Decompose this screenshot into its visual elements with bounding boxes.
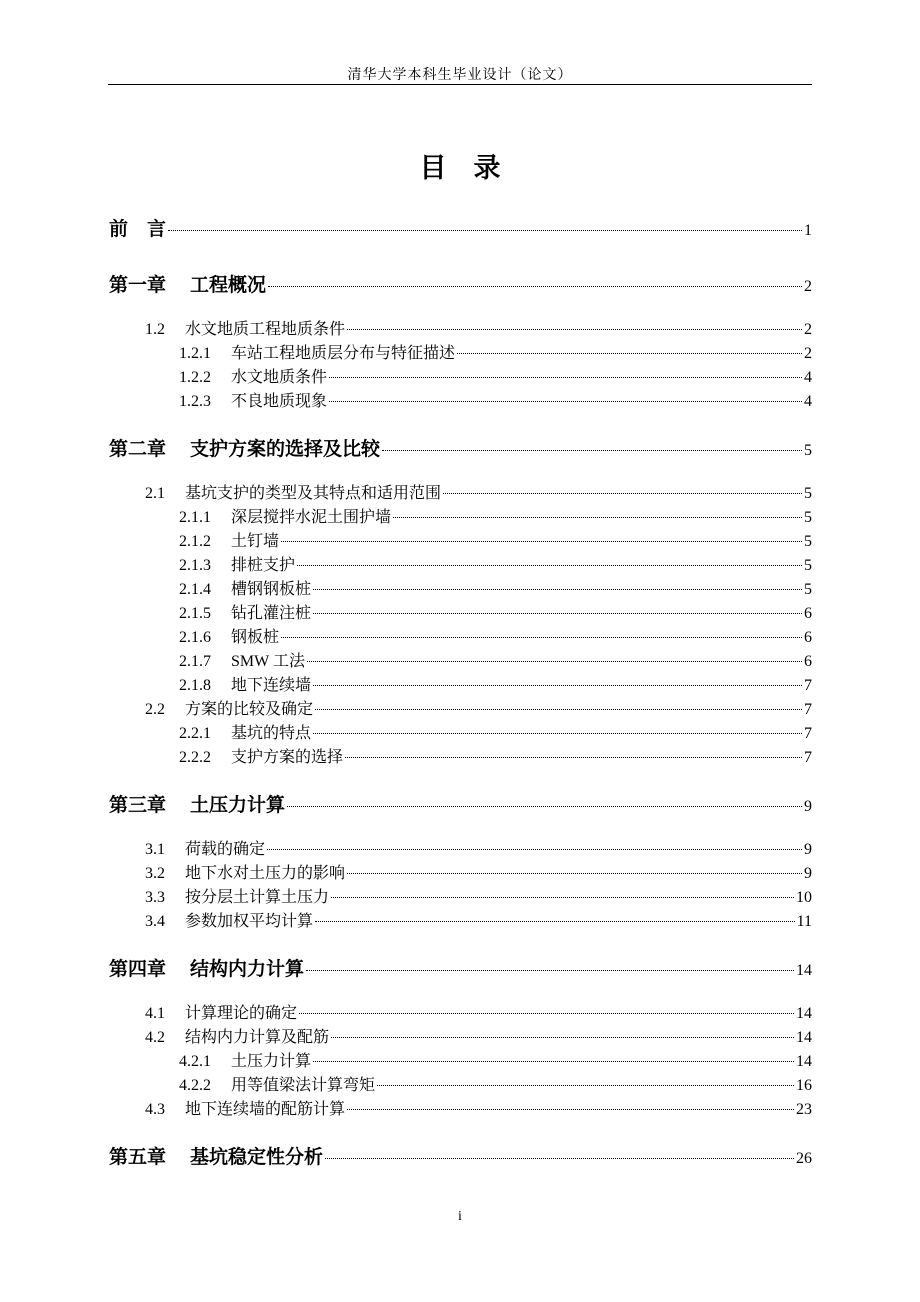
toc-entry-label <box>109 790 285 817</box>
toc-entry-subsection[interactable] <box>179 1072 812 1095</box>
toc-entry-page: 14 <box>796 1053 812 1070</box>
toc-entry-subsection[interactable] <box>179 648 812 671</box>
toc-entry-section[interactable] <box>145 696 812 719</box>
dot-leader <box>347 329 802 330</box>
toc-entry-title: 工程概况 <box>190 274 267 296</box>
toc-entry-title: 用等值梁法计算弯矩 <box>231 1077 376 1094</box>
toc-entry-number: 2.1.7 <box>179 653 211 670</box>
toc-entry-number: 2.1.6 <box>179 629 211 646</box>
toc-entry-chapter[interactable] <box>109 434 812 461</box>
toc-entry-subsection[interactable] <box>179 388 812 411</box>
toc-entry-subsection[interactable] <box>179 672 812 695</box>
dot-leader <box>377 1085 794 1086</box>
toc-entry-chapter[interactable] <box>109 214 812 241</box>
toc-entry-label <box>179 672 311 695</box>
toc-entry-chapter[interactable] <box>109 270 812 297</box>
toc-entry-subsection[interactable] <box>179 364 812 387</box>
toc-entry-title: 槽钢钢板桩 <box>231 581 312 598</box>
toc-entry-section[interactable] <box>145 836 812 859</box>
toc-entry-label <box>179 600 311 623</box>
toc-entry-section[interactable] <box>145 480 812 503</box>
toc-entry-number: 2.2.2 <box>179 749 211 766</box>
toc-entry-label <box>179 552 295 575</box>
toc-entry-number: 2.1.8 <box>179 677 211 694</box>
toc-entry-number: 2.1.1 <box>179 509 211 526</box>
dot-leader <box>313 1061 794 1062</box>
toc-entry-title: 结构内力计算 <box>190 958 305 980</box>
dot-leader <box>307 661 802 662</box>
dot-leader <box>393 517 802 518</box>
toc-entry-page: 5 <box>804 557 812 574</box>
toc-entry-label <box>109 214 166 241</box>
toc-entry-label <box>179 504 391 527</box>
toc-entry-number: 1.2.3 <box>179 393 211 410</box>
toc-entry-number: 2.1.4 <box>179 581 211 598</box>
toc-entry-page: 2 <box>804 321 812 338</box>
toc-entry-page: 14 <box>796 1005 812 1022</box>
toc-entry-label <box>179 1048 311 1071</box>
toc-entry-title: 水文地质条件 <box>231 369 328 386</box>
toc-entry-number: 4.2 <box>145 1029 165 1046</box>
header-divider <box>108 84 812 85</box>
toc-entry-page: 5 <box>804 485 812 502</box>
dot-leader <box>382 450 802 451</box>
toc-entry-title: 荷载的确定 <box>185 841 266 858</box>
dot-leader <box>281 541 802 542</box>
toc-entry-page: 7 <box>804 701 812 718</box>
toc-entry-number: 1.2 <box>145 321 165 338</box>
toc-entry-title: 地下连续墙 <box>231 677 312 694</box>
toc-entry-number: 3.1 <box>145 841 165 858</box>
toc-entry-subsection[interactable] <box>179 600 812 623</box>
toc-entry-title: 车站工程地质层分布与特征描述 <box>231 345 456 362</box>
toc-entry-page: 6 <box>804 629 812 646</box>
dot-leader <box>347 873 802 874</box>
toc-entry-subsection[interactable] <box>179 1048 812 1071</box>
dot-leader <box>325 1158 794 1159</box>
dot-leader <box>287 806 802 807</box>
toc-entry-section[interactable] <box>145 860 812 883</box>
toc-entry-label <box>145 836 265 859</box>
toc-entry-title: 支护方案的选择 <box>231 749 344 766</box>
dot-leader <box>329 401 802 402</box>
toc-entry-label <box>179 528 279 551</box>
toc-entry-number: 2.1.5 <box>179 605 211 622</box>
toc-entry-subsection[interactable] <box>179 624 812 647</box>
dot-leader <box>313 685 802 686</box>
toc-entry-label <box>109 270 266 297</box>
toc-entry-section[interactable] <box>145 908 812 931</box>
toc-entry-page: 5 <box>804 533 812 550</box>
toc-entry-page: 10 <box>796 889 812 906</box>
toc-entry-page: 2 <box>804 278 812 295</box>
toc-entry-number: 前 言 <box>109 218 167 240</box>
toc-entry-number: 第三章 <box>109 794 167 816</box>
toc-entry-page: 5 <box>804 581 812 598</box>
toc-entry-label <box>179 364 327 387</box>
toc-entry-label <box>145 884 329 907</box>
dot-leader <box>306 970 794 971</box>
toc-entry-title: 土压力计算 <box>190 794 286 816</box>
dot-leader <box>315 921 795 922</box>
toc-entry-subsection[interactable] <box>179 528 812 551</box>
toc-entry-page: 5 <box>804 442 812 459</box>
toc-entry-title: 深层搅拌水泥土围护墙 <box>231 509 392 526</box>
toc-entry-label <box>179 340 455 363</box>
toc-entry-label <box>145 908 313 931</box>
toc-entry-label <box>145 696 313 719</box>
toc-entry-section[interactable] <box>145 1096 812 1119</box>
toc-entry-title: 基坑稳定性分析 <box>190 1146 324 1168</box>
toc-entry-page: 6 <box>804 653 812 670</box>
page-number: i <box>458 1209 462 1224</box>
toc-entry-label <box>109 954 304 981</box>
toc-entry-page: 16 <box>796 1077 812 1094</box>
toc-entry-title: 地下连续墙的配筋计算 <box>185 1101 346 1118</box>
dot-leader <box>329 377 802 378</box>
toc-entry-title: 地下水对土压力的影响 <box>185 865 346 882</box>
toc-entry-page: 14 <box>796 1029 812 1046</box>
toc-entry-page: 1 <box>804 222 812 239</box>
running-header: 清华大学本科生毕业设计（论文） <box>347 68 573 83</box>
toc-entry-subsection[interactable] <box>179 744 812 767</box>
toc-entry-subsection[interactable] <box>179 720 812 743</box>
toc-entry-number: 4.3 <box>145 1101 165 1118</box>
toc-entry-number: 2.1.2 <box>179 533 211 550</box>
toc-entry-number: 4.2.2 <box>179 1077 211 1094</box>
toc-entry-chapter[interactable] <box>109 790 812 817</box>
dot-leader <box>313 589 802 590</box>
toc-entry-section[interactable] <box>145 884 812 907</box>
page-title: 目 录 <box>419 153 501 184</box>
toc-entry-label <box>179 720 311 743</box>
toc-entry-number: 2.1 <box>145 485 165 502</box>
dot-leader <box>443 493 802 494</box>
toc-entry-label <box>145 1024 329 1047</box>
toc-entry-title: 按分层土计算土压力 <box>185 889 330 906</box>
toc-entry-title: 水文地质工程地质条件 <box>185 321 346 338</box>
toc-entry-number: 3.3 <box>145 889 165 906</box>
toc-entry-number: 1.2.2 <box>179 369 211 386</box>
toc-entry-label <box>179 576 311 599</box>
toc-entry-page: 9 <box>804 798 812 815</box>
dot-leader <box>457 353 802 354</box>
dot-leader <box>313 613 802 614</box>
dot-leader <box>299 1013 794 1014</box>
toc-entry-number: 2.2 <box>145 701 165 718</box>
toc-entry-title: 方案的比较及确定 <box>185 701 314 718</box>
toc-entry-page: 7 <box>804 725 812 742</box>
toc-entry-page: 4 <box>804 393 812 410</box>
toc-entry-title: 排桩支护 <box>231 557 296 574</box>
dot-leader <box>267 849 802 850</box>
toc-entry-number: 4.2.1 <box>179 1053 211 1070</box>
dot-leader <box>297 565 802 566</box>
toc-entry-number: 3.2 <box>145 865 165 882</box>
toc-entry-number: 2.2.1 <box>179 725 211 742</box>
toc-entry-number: 2.1.3 <box>179 557 211 574</box>
toc-entry-page: 4 <box>804 369 812 386</box>
dot-leader <box>168 230 802 231</box>
toc-entry-page: 9 <box>804 841 812 858</box>
toc-entry-title: 土钉墙 <box>231 533 280 550</box>
dot-leader <box>331 1037 794 1038</box>
toc-entry-title: 钢板桩 <box>231 629 280 646</box>
dot-leader <box>313 733 802 734</box>
toc-entry-subsection[interactable] <box>179 504 812 527</box>
toc-entry-section[interactable] <box>145 316 812 339</box>
toc-entry-page: 2 <box>804 345 812 362</box>
toc-entry-subsection[interactable] <box>179 340 812 363</box>
toc-entry-chapter[interactable] <box>109 954 812 981</box>
toc-entry-page: 14 <box>796 962 812 979</box>
toc-entry-number: 第五章 <box>109 1146 167 1168</box>
dot-leader <box>268 286 802 287</box>
toc-entry-label <box>145 1000 297 1023</box>
toc-entry-label <box>145 860 345 883</box>
toc-entry-label <box>145 1096 345 1119</box>
toc-entry-label <box>179 1072 375 1095</box>
toc-entry-title: 结构内力计算及配筋 <box>185 1029 330 1046</box>
toc-entry-label <box>179 648 305 671</box>
toc-entry-label <box>145 316 345 339</box>
toc-entry-page: 5 <box>804 509 812 526</box>
toc-entry-label <box>179 744 343 767</box>
toc-entry-title: 基坑支护的类型及其特点和适用范围 <box>185 485 442 502</box>
toc-entry-title: 不良地质现象 <box>231 393 328 410</box>
dot-leader <box>281 637 802 638</box>
toc-entry-number: 4.1 <box>145 1005 165 1022</box>
dot-leader <box>315 709 802 710</box>
toc-entry-section[interactable] <box>145 1000 812 1023</box>
toc-entry-title: 参数加权平均计算 <box>185 913 314 930</box>
toc-entry-page: 11 <box>796 913 812 930</box>
toc-entry-title: SMW 工法 <box>231 653 305 670</box>
toc-entry-title: 基坑的特点 <box>231 725 312 742</box>
toc-entry-label <box>179 388 327 411</box>
toc-entry-number: 1.2.1 <box>179 345 211 362</box>
toc-entry-page: 9 <box>804 865 812 882</box>
toc-entry-label <box>179 624 279 647</box>
toc-entry-title: 支护方案的选择及比较 <box>190 438 381 460</box>
toc-entry-subsection[interactable] <box>179 552 812 575</box>
dot-leader <box>347 1109 794 1110</box>
toc-entry-title: 计算理论的确定 <box>185 1005 298 1022</box>
toc-entry-number: 3.4 <box>145 913 165 930</box>
toc-entry-label <box>109 1142 323 1169</box>
toc-entry-number: 第一章 <box>109 274 167 296</box>
toc-entry-title: 钻孔灌注桩 <box>231 605 312 622</box>
dot-leader <box>331 897 794 898</box>
toc-entry-page: 6 <box>804 605 812 622</box>
toc-entry-label <box>109 434 380 461</box>
toc-entry-page: 23 <box>796 1101 812 1118</box>
toc-entry-title: 土压力计算 <box>231 1053 312 1070</box>
toc-entry-page: 26 <box>796 1150 812 1167</box>
toc-entry-page: 7 <box>804 677 812 694</box>
toc-entry-section[interactable] <box>145 1024 812 1047</box>
toc-entry-subsection[interactable] <box>179 576 812 599</box>
toc-entry-label <box>145 480 441 503</box>
toc-entry-chapter[interactable] <box>109 1142 812 1169</box>
toc-entry-page: 7 <box>804 749 812 766</box>
toc-entry-number: 第四章 <box>109 958 167 980</box>
dot-leader <box>345 757 802 758</box>
toc-entry-number: 第二章 <box>109 438 167 460</box>
